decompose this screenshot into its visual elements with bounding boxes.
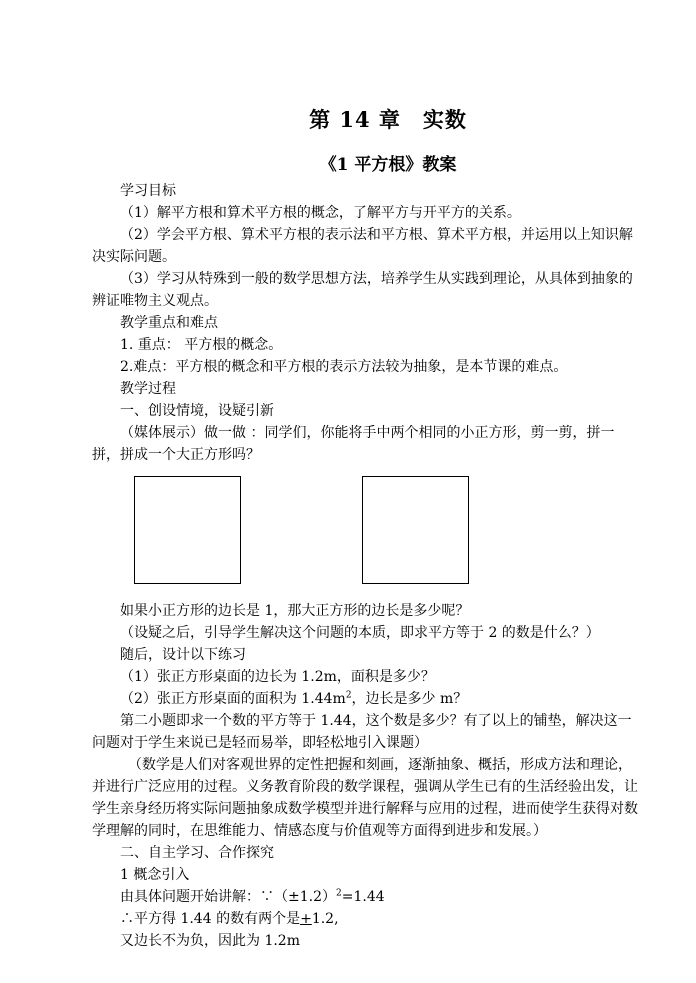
explain-text: 由具体问题开始讲解：∵（±1.2） <box>120 889 336 905</box>
lesson-body <box>92 180 640 952</box>
chapter-title <box>0 104 696 134</box>
step1-heading: 一、创设情境，设疑引新 <box>120 403 274 419</box>
practice-note: 第二小题即求一个数的平方等于 1.44，这个数是多少？有了以上的铺垫，解决这一问题对于学生来说已是轻而易举，即轻松地引入课题） <box>92 713 632 751</box>
practice-intro: 随后，设计以下练习 <box>120 647 246 663</box>
lesson-subtitle <box>0 150 696 175</box>
chapter-number: 第 14 章 <box>309 107 401 132</box>
small-square-left <box>134 476 241 584</box>
goal-item: （1）解平方根和算术平方根的概念，了解平方与开平方的关系。 <box>120 205 521 221</box>
question-paragraph: 如果小正方形的边长是 1，那大正方形的边长是多少呢？ <box>120 603 470 619</box>
question-note: （设疑之后，引导学生解决这个问题的本质，即求平方等于 2 的数是什么？） <box>120 625 600 641</box>
therefore-line <box>92 908 640 930</box>
superscript: 2 <box>345 690 352 701</box>
keypoint-item: 1. 重点： 平方根的概念。 <box>120 337 283 353</box>
therefore-text-end: 1.2, <box>311 911 339 927</box>
concept-heading: 1 概念引入 <box>120 867 190 883</box>
superscript: 2 <box>336 888 342 899</box>
goal-item: （3）学习从特殊到一般的数学思想方法，培养学生从实践到理论，从具体到抽象的辨证唯物主义观点。 <box>92 271 633 309</box>
process-heading: 教学过程 <box>120 381 176 397</box>
practice2-text: （2）张正方形桌面的面积为 1.44m <box>120 691 346 707</box>
media-show-paragraph: （媒体展示）做一做 ：同学们，你能将手中两个相同的小正方形，剪一剪，拼一拼，拼成一个大正方形吗？ <box>92 425 615 463</box>
keypoint-item: 2.难点：平方根的概念和平方根的表示方法较为抽象，是本节课的难点。 <box>120 359 568 375</box>
explain-line <box>92 886 640 908</box>
small-square-right <box>362 476 469 584</box>
explain-text-end: =1.44 <box>341 889 385 905</box>
plus-minus-sign: + <box>300 911 312 927</box>
conclusion-line: 又边长不为负，因此为 1.2m <box>120 933 300 949</box>
therefore-text: ∴平方得 1.44 的数有两个是 <box>120 911 301 927</box>
practice-item <box>92 688 640 710</box>
step2-heading: 二、自主学习、合作探究 <box>120 845 274 861</box>
practice2-text-end: ，边长是多少 m？ <box>351 691 468 707</box>
goal-item: （2）学会平方根、算术平方根的表示法和平方根、算术平方根，并运用以上知识解决实际问题。 <box>92 227 633 265</box>
keypoints-heading: 教学重点和难点 <box>120 315 218 331</box>
goals-heading: 学习目标 <box>120 183 176 199</box>
squares-figure <box>92 476 640 588</box>
lesson-subtitle-text: 《1 平方根》教案 <box>319 155 457 175</box>
philosophy-paragraph: （数学是人们对客观世界的定性把握和刻画，逐渐抽象、概括，形成方法和理论，并进行广泛应用的过程。义务教育阶段的数学课程，强调从学生已有的生活经验出发，让学生亲身经历将实际问题抽象成数学模型并进行解释与应用的过程，进而使学生获得对数学理解的同时，在思维能力、情感态度与价值观等方面得到进步和发展。） <box>92 757 638 839</box>
practice-item: （1）张正方形桌面的边长为 1.2m，面积是多少？ <box>120 669 435 685</box>
chapter-name: 实数 <box>422 107 467 132</box>
